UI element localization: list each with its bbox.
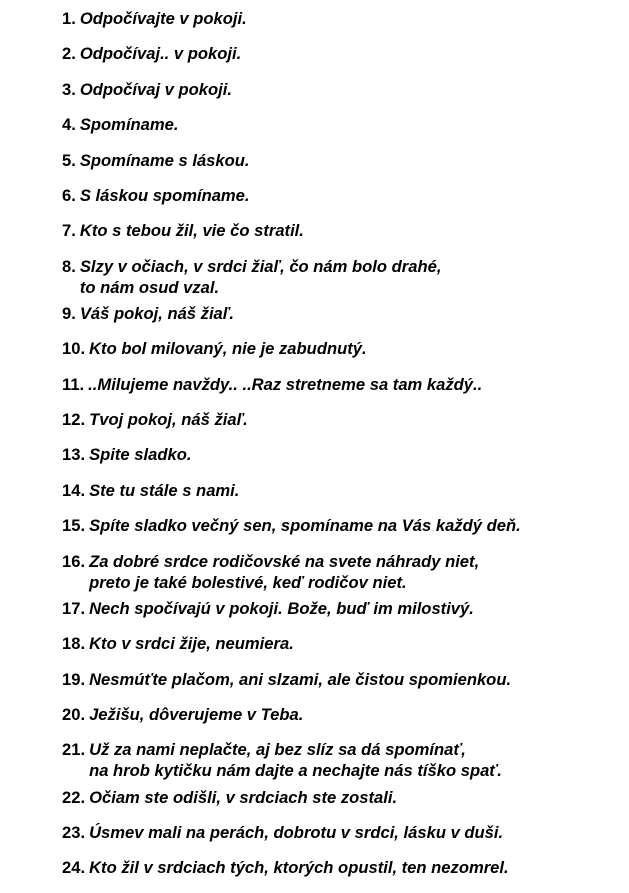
item-text-line: Odpočívajte v pokoji. [79, 9, 247, 28]
list-item [62, 739, 622, 781]
item-text [89, 551, 479, 593]
item-text [89, 857, 509, 878]
list-item [62, 669, 622, 690]
list-item [62, 256, 622, 298]
item-text [89, 787, 397, 808]
item-text-line: Za dobré srdce rodičovské na svete náhrady niet, [89, 551, 480, 571]
item-text [80, 114, 179, 135]
item-number: 2. [62, 44, 76, 64]
item-number: 3. [62, 79, 76, 99]
item-text-line: Ježišu, dôverujeme v Teba. [89, 705, 304, 725]
item-text-line: Nesmúťte plačom, ani slzami, ale čistou spomienkou. [89, 669, 512, 689]
item-text [89, 704, 303, 725]
item-text-line: Kto žil v srdciach tých, ktorých opustil, ten nezomrel. [89, 858, 509, 878]
list-item [62, 303, 622, 324]
list-item [62, 633, 622, 654]
item-text [89, 598, 474, 619]
item-text-line: Odpočívaj v pokoji. [79, 79, 232, 99]
item-number: 11. [62, 374, 85, 394]
list-item [62, 515, 622, 536]
item-number: 10. [62, 339, 86, 359]
item-text [80, 150, 250, 171]
item-text-line: Kto v srdci žije, neumiera. [89, 634, 294, 654]
item-text [89, 409, 248, 430]
item-text [80, 8, 247, 29]
item-text-line: to nám osud vzal. [79, 277, 220, 297]
item-number: 6. [62, 185, 76, 205]
item-text-line: Slzy v očiach, v srdci žiaľ, čo nám bolo drahé, [79, 256, 442, 276]
list-item [62, 822, 622, 843]
item-text [80, 185, 250, 206]
item-number: 19. [62, 669, 86, 689]
item-text [89, 822, 503, 843]
list-item [62, 79, 622, 100]
item-text [89, 669, 511, 690]
list-item [62, 409, 622, 430]
list-item [62, 185, 622, 206]
item-text [80, 79, 232, 100]
item-number: 1. [62, 9, 76, 28]
item-text-line: Odpočívaj.. v pokoji. [79, 44, 242, 64]
item-number: 8. [62, 256, 76, 276]
item-text [89, 633, 294, 654]
item-number: 4. [62, 115, 76, 135]
list-item [62, 8, 622, 29]
item-text-line: Nech spočívajú v pokoji. Bože, buď im milostivý. [89, 598, 474, 618]
item-text-line: Spomíname. [79, 115, 179, 135]
list-item [62, 857, 622, 878]
epitaph-list [62, 8, 622, 893]
item-text-line: Ste tu stále s nami. [89, 480, 240, 500]
item-number: 12. [62, 410, 86, 430]
item-number: 22. [62, 787, 86, 807]
item-text [89, 444, 191, 465]
list-item [62, 787, 622, 808]
item-number: 15. [62, 516, 86, 536]
list-item [62, 150, 622, 171]
item-text-line: Tvoj pokoj, náš žiaľ. [89, 410, 248, 430]
item-text-line: Spomíname s láskou. [79, 150, 250, 170]
item-text-line: Očiam ste odišli, v srdciach ste zostali. [89, 787, 398, 807]
list-item [62, 374, 622, 395]
item-text-line: Kto s tebou žil, vie čo stratil. [79, 221, 304, 241]
item-text [88, 374, 482, 395]
item-text-line: Váš pokoj, náš žiaľ. [79, 303, 234, 323]
item-text-line: preto je také bolestivé, keď rodičov niet. [89, 572, 407, 592]
item-number: 18. [62, 634, 86, 654]
item-text [80, 303, 234, 324]
list-item [62, 114, 622, 135]
item-number: 14. [62, 480, 86, 500]
item-text-line: Kto bol milovaný, nie je zabudnutý. [89, 339, 367, 359]
item-number: 5. [62, 150, 76, 170]
item-number: 9. [62, 303, 76, 323]
item-number: 16. [62, 551, 86, 571]
list-item [62, 480, 622, 501]
item-text [89, 338, 367, 359]
item-text [89, 480, 239, 501]
item-text [89, 739, 502, 781]
item-number: 13. [62, 445, 86, 465]
list-item [62, 598, 622, 619]
item-number: 21. [62, 740, 86, 760]
list-item [62, 338, 622, 359]
item-text [89, 515, 521, 536]
item-number: 17. [62, 598, 86, 618]
item-text-line: na hrob kytičku nám dajte a nechajte nás tíško spať. [89, 761, 502, 781]
item-text-line: Už za nami neplačte, aj bez slíz sa dá spomínať, [89, 740, 466, 760]
item-number: 7. [62, 221, 76, 241]
list-item [62, 704, 622, 725]
item-text [80, 43, 241, 64]
item-text-line: Úsmev mali na perách, dobrotu v srdci, lásku v duši. [89, 822, 504, 842]
item-number: 20. [62, 705, 86, 725]
item-text-line: S láskou spomíname. [79, 185, 250, 205]
item-text [80, 256, 442, 298]
list-item [62, 444, 622, 465]
item-text-line: Spite sladko. [89, 445, 192, 465]
item-text [80, 220, 304, 241]
item-number: 24. [62, 858, 86, 878]
item-text-line: ..Milujeme navždy.. ..Raz stretneme sa tam každý.. [88, 374, 483, 394]
list-item [62, 551, 622, 593]
item-text-line: Spíte sladko večný sen, spomíname na Vás každý deň. [89, 516, 521, 536]
list-item [62, 220, 622, 241]
item-number: 23. [62, 822, 86, 842]
list-item [62, 43, 622, 64]
